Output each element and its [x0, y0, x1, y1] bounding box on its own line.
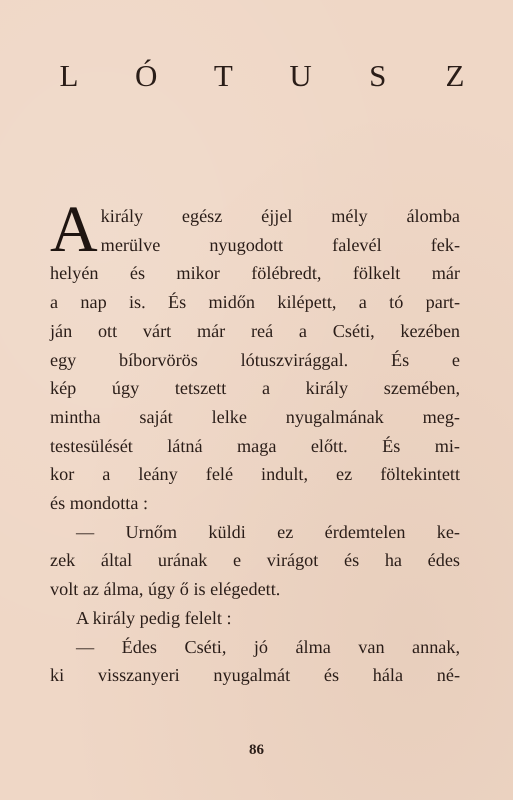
- body-text: [50, 193, 460, 690]
- chapter-title: [52, 58, 472, 94]
- text-line: a nap is. És midőn kilépett, a tó part-: [50, 292, 460, 313]
- text-line: zek által urának e virágot és ha édes: [50, 550, 460, 571]
- text-line: ján ott várt már reá a Cséti, kezében: [50, 320, 460, 341]
- page-number: 86: [249, 742, 264, 758]
- text-line: — Urnőm küldi ez érdemtelen ke-: [76, 521, 460, 542]
- text-line: merülve nyugodott falevél fek-: [100, 234, 460, 255]
- text-line: mintha saját lelke nyugalmának meg-: [50, 406, 460, 427]
- text-line: és mondotta :: [50, 493, 148, 514]
- text-line: helyén és mikor fölébredt, fölkelt már: [50, 263, 460, 284]
- title-letter: U: [289, 58, 312, 93]
- drop-cap: A: [50, 193, 98, 266]
- title-letter: L: [59, 58, 79, 93]
- title-letter: Z: [445, 58, 465, 93]
- text-line: testesülését látná maga előtt. És mi-: [50, 435, 460, 456]
- text-line: kép úgy tetszett a király szemében,: [50, 378, 460, 399]
- text-line: volt az álma, úgy ő is elégedett.: [50, 579, 281, 600]
- title-letter: T: [213, 58, 233, 93]
- title-letter: S: [369, 58, 387, 93]
- text-line: — Édes Cséti, jó álma van annak,: [76, 636, 460, 657]
- text-line: egy bíborvörös lótuszvirággal. És e: [50, 349, 460, 370]
- text-line: A király pedig felelt :: [76, 607, 232, 628]
- text-line: ki visszanyeri nyugalmát és hála né-: [50, 665, 460, 686]
- title-letter: Ó: [134, 58, 158, 93]
- text-line: király egész éjjel mély álomba: [100, 206, 460, 226]
- text-line: kor a leány felé indult, ez föltekintett: [50, 464, 460, 485]
